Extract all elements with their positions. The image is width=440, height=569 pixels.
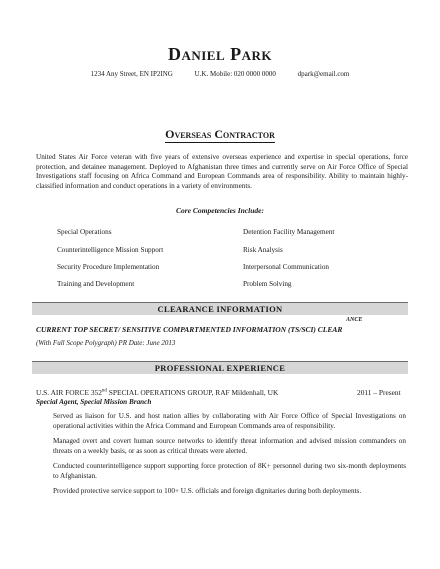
- job-org-ordinal: nd: [101, 388, 107, 394]
- clearance-polygraph: (With Full Scope Polygraph) PR Date: June 2013: [36, 339, 176, 347]
- clearance-section-header: CLEARANCE INFORMATION: [32, 302, 408, 315]
- competency-left: Special Operations: [57, 228, 112, 236]
- experience-bullet: Conducted counterintelligence support supporting force protection of 8K+ personnel during two six-month deployments to Afghanistan.: [53, 462, 406, 480]
- experience-section-header: PROFESSIONAL EXPERIENCE: [32, 361, 408, 374]
- competency-right: Problem Solving: [243, 280, 292, 288]
- contact-email[interactable]: dpark@email.com: [297, 70, 350, 78]
- experience-bullet: Managed overt and covert human source networks to identify threat information and advised mission commanders on threats on a weekly basis, or as soon as critical threats were alerted.: [53, 437, 406, 455]
- job-organization: [36, 388, 278, 397]
- competency-left: Counterintelligence Mission Support: [57, 246, 164, 254]
- resume-title-text: Overseas Contractor: [165, 127, 275, 141]
- resume-title: [0, 127, 440, 142]
- competency-right: Interpersonal Communication: [243, 263, 330, 271]
- contact-phone: U.K. Mobile: 020 0000 0000: [194, 70, 276, 78]
- job-org-suffix: SPECIAL OPERATIONS GROUP, RAF Mildenhall, UK: [106, 388, 279, 397]
- competency-left: Security Procedure Implementation: [57, 263, 160, 271]
- job-org-prefix: U.S. AIR FORCE 352: [36, 388, 102, 397]
- contact-address: 1234 Any Street, EN IP2ING: [90, 70, 173, 78]
- candidate-name: Daniel Park: [167, 44, 273, 64]
- experience-bullet: Served as liaison for U.S. and host nation allies by collaborating with Air Force Office of Special Investigations on operational activities within the Africa Command and European Commands area of responsibility.: [53, 412, 406, 430]
- clearance-level: CURRENT TOP SECRET/ SENSITIVE COMPARTMENTED INFORMATION (TS/SCI) CLEAR: [36, 325, 343, 334]
- competency-right: Risk Analysis: [243, 246, 283, 254]
- experience-bullet: Provided protective service support to 100+ U.S. officials and foreign dignitaries during both deployments.: [53, 487, 362, 495]
- clearance-tag: ANCE: [346, 317, 363, 323]
- summary-paragraph: United States Air Force veteran with five years of extensive overseas experience and expertise in special operations, force protection, and detainee management. Deployed to Afghanistan three times and currently serve on Air Force Office of Special Investigations staff focusing on Africa Command and European Commands area of responsibility. Ability to maintain highly-classified information and conduct operations in a variety of environments.: [36, 153, 408, 190]
- job-role: Special Agent, Special Mission Branch: [36, 398, 152, 406]
- competency-left: Training and Development: [57, 280, 135, 288]
- contact-line: [0, 70, 440, 78]
- competency-right: Detention Facility Management: [243, 228, 335, 236]
- job-dates: 2011 – Present: [357, 388, 401, 397]
- competencies-heading: Core Competencies Include:: [176, 206, 264, 215]
